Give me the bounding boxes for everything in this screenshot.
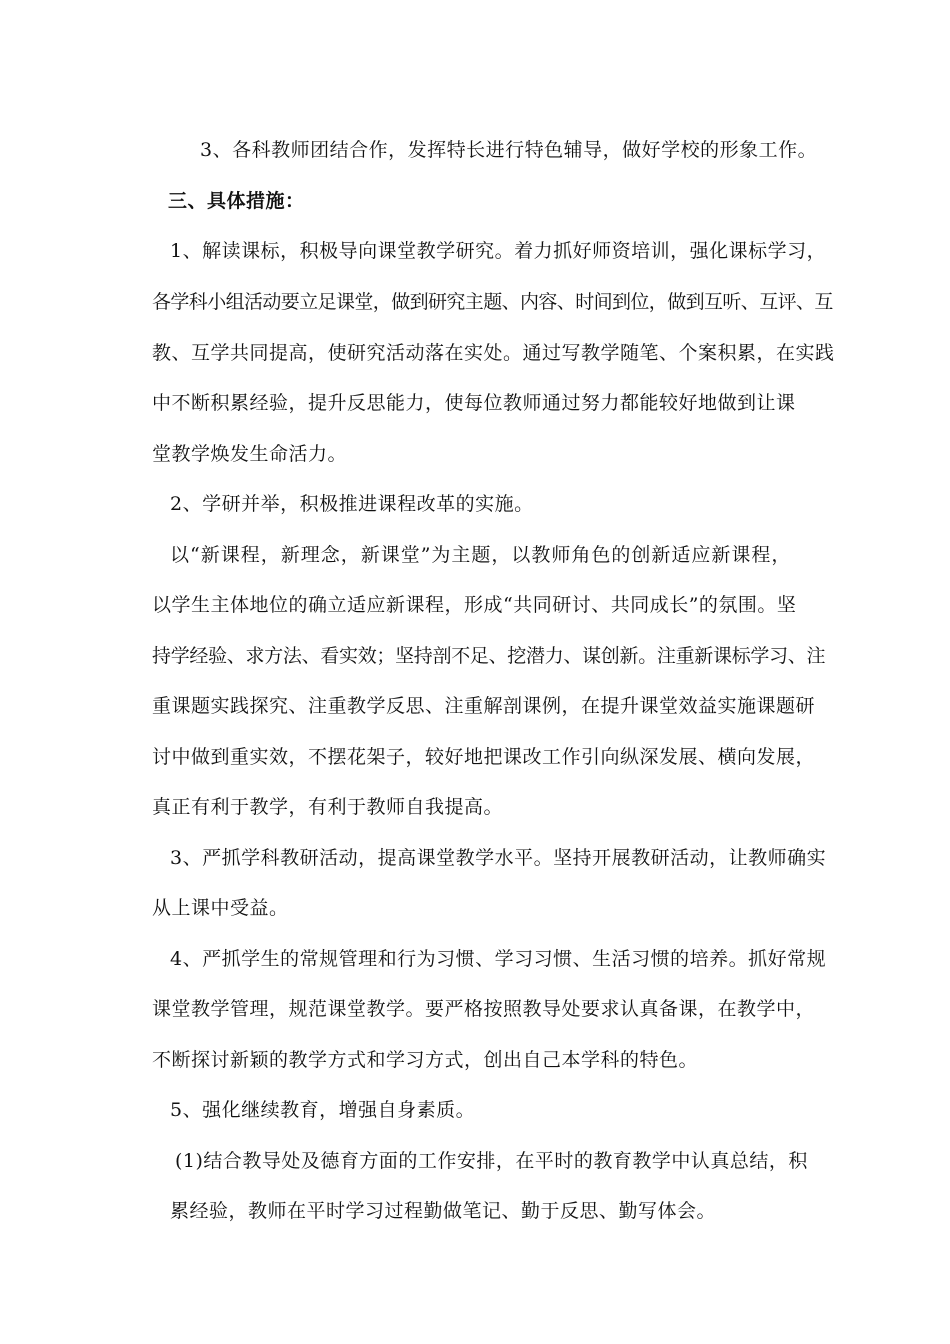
paragraph-line: 教、互学共同提高，使研究活动落在实处。通过写教学随笔、个案积累，在实践 (152, 342, 835, 364)
paragraph-line: 以学生主体地位的确立适应新课程，形成“共同研讨、共同成长”的氛围。坚 (152, 594, 797, 616)
paragraph-line: 课堂教学管理，规范课堂教学。要严格按照教导处要求认真备课，在教学中， (152, 998, 816, 1020)
paragraph-line: 堂教学焕发生命活力。 (152, 443, 348, 465)
paragraph-line: 讨中做到重实效，不摆花架子，较好地把课改工作引向纵深发展、横向发展， (152, 746, 816, 768)
paragraph-line: 中不断积累经验，提升反思能力，使每位教师通过努力都能较好地做到让课 (152, 392, 796, 414)
paragraph-line: 5、强化继续教育，增强自身素质。 (170, 1099, 476, 1121)
paragraph-line: 不断探讨新颖的教学方式和学习方式，创出自己本学科的特色。 (152, 1049, 699, 1071)
paragraph-line: 3、各科教师团结合作，发挥特长进行特色辅导，做好学校的形象工作。 (200, 139, 818, 161)
paragraph-line: 3、严抓学科教研活动，提高课堂教学水平。坚持开展教研活动，让教师确实 (170, 847, 827, 869)
section-heading: 三、具体措施： (168, 190, 305, 212)
paragraph-line: 持学经验、求方法、看实效；坚持剖不足、挖潜力、谋创新。注重新课标学习、注 (152, 645, 826, 667)
paragraph-line: 重课题实践探究、注重教学反思、注重解剖课例，在提升课堂效益实施课题研 (152, 695, 816, 717)
paragraph-line: 累经验，教师在平时学习过程勤做笔记、勤于反思、勤写体会。 (170, 1200, 717, 1222)
paragraph-line: 2、学研并举，积极推进课程改革的实施。 (170, 493, 534, 515)
paragraph-line: 真正有利于教学，有利于教师自我提高。 (152, 796, 504, 818)
paragraph-line: (1)结合教导处及德育方面的工作安排，在平时的教育教学中认真总结，积 (175, 1150, 808, 1172)
paragraph-line: 以“新课程，新理念，新课堂”为主题，以教师角色的创新适应新课程， (170, 544, 792, 566)
paragraph-line: 1、解读课标，积极导向课堂教学研究。着力抓好师资培训，强化课标学习， (170, 240, 827, 262)
paragraph-line: 各学科小组活动要立足课堂，做到研究主题、内容、时间到位，做到互听、互评、互 (152, 291, 833, 313)
paragraph-line: 4、严抓学生的常规管理和行为习惯、学习习惯、生活习惯的培养。抓好常规 (170, 948, 827, 970)
paragraph-line: 从上课中受益。 (152, 897, 289, 919)
